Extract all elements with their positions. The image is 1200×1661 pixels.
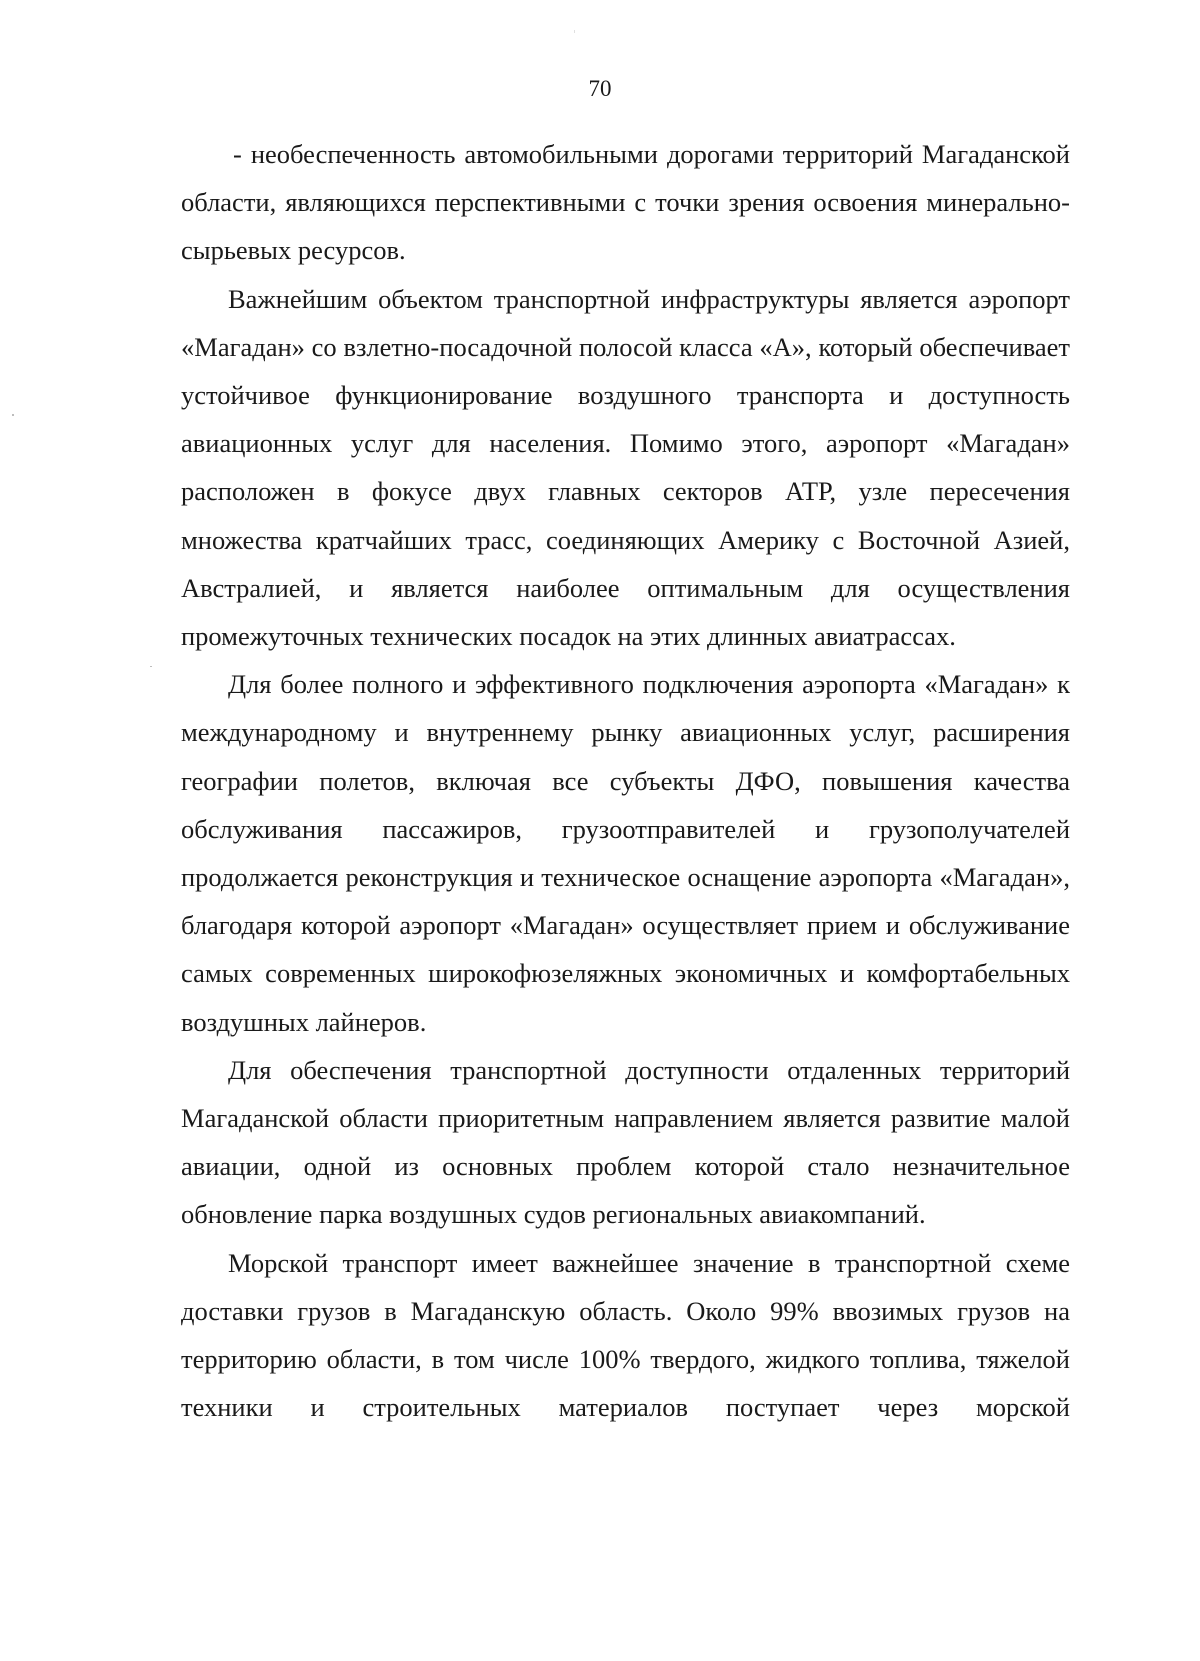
paragraph-small-aviation: Для обеспечения транспортной доступности отдаленных территорий Магаданской области приоритетным направлением является развитие малой авиации, одной из основных проблем которой стало незначительное обновление парка воздушных судов региональных авиакомпаний.: [181, 1054, 1070, 1230]
paragraph-airport-reconstruction: Для более полного и эффективного подключения аэропорта «Магадан» к международному и внутреннему рынку авиационных услуг, расширения географии полетов, включая все субъекты ДФО, повышения качества обслуживания пассажиров, грузоотправителей и грузополучателей продолжается реконструкция и техническое оснащение аэропорта «Магадан», благодаря которой аэропорт «Магадан» осуществляет прием и обслуживание самых современных широкофюзеляжных экономичных и комфортабельных воздушных лайнеров.: [181, 669, 1070, 1037]
body-text: [181, 130, 1070, 1431]
scan-speck: [12, 414, 14, 416]
paragraph-road-deficiency: - необеспеченность автомобильными дорогами территорий Магаданской области, являющихся перспективными с точки зрения освоения минерально-сырьевых ресурсов.: [181, 139, 1070, 266]
scan-speck: [574, 30, 575, 33]
page-number: 70: [588, 76, 612, 101]
scan-speck: [150, 666, 152, 667]
paragraph-airport-magadan: Важнейшим объектом транспортной инфраструктуры является аэропорт «Магадан» со взлетно-посадочной полосой класса «А», который обеспечивает устойчивое функционирование воздушного транспорта и доступность авиационных услуг для населения. Помимо этого, аэропорт «Магадан» расположен в фокусе двух главных секторов АТР, узле пересечения множества кратчайших трасс, соединяющих Америку с Восточной Азией, Австралией, и является наиболее оптимальным для осуществления промежуточных технических посадок на этих длинных авиатрассах.: [181, 283, 1070, 652]
paragraph-sea-transport: Морской транспорт имеет важнейшее значение в транспортной схеме доставки грузов в Магаданскую область. Около 99% ввозимых грузов на территорию области, в том числе 100% твердого, жидкого топлива, тяжелой техники и строительных материалов поступает через морской: [181, 1247, 1070, 1423]
